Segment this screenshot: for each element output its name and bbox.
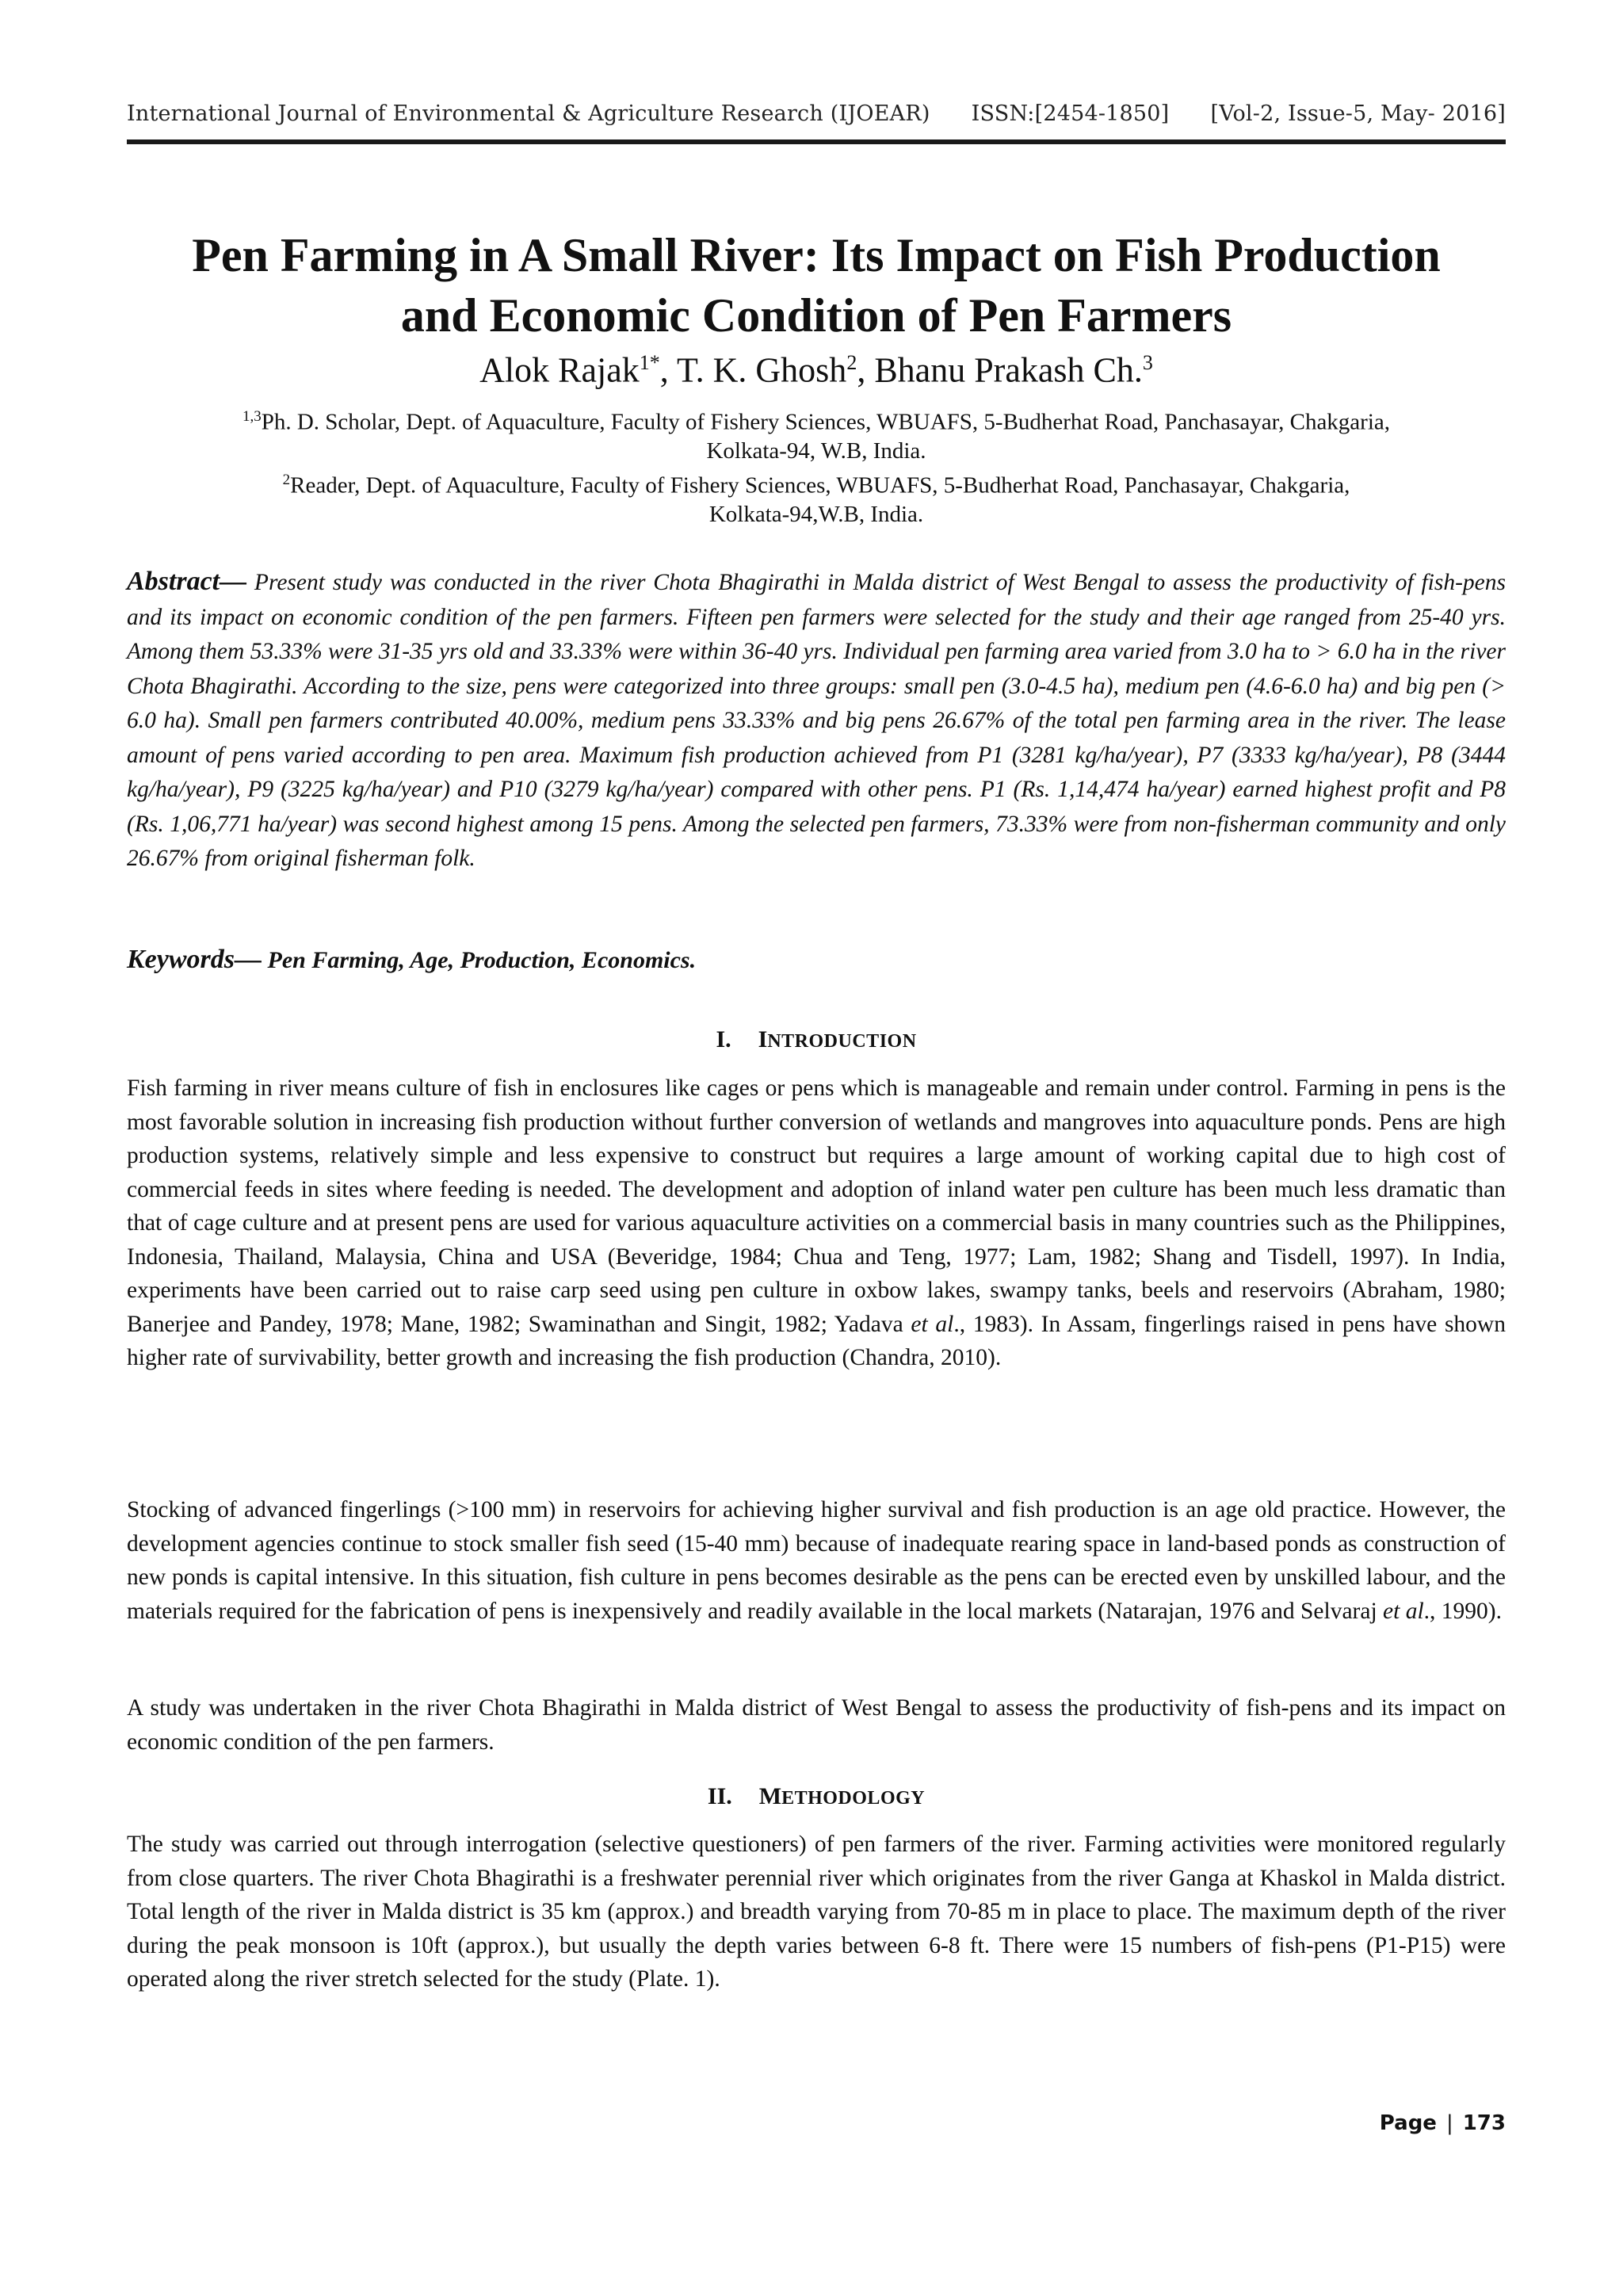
author-separator: ,: [659, 350, 678, 390]
affiliation-line: Kolkata-94,W.B, India.: [708, 501, 924, 527]
affiliation-line: Ph. D. Scholar, Dept. of Aquaculture, Faculty of Fishery Sciences, WBUAFS, 5-Budherhat Road, Panchasayar, Chakgaria,: [261, 409, 1391, 435]
page-number-value: 173: [1462, 2111, 1506, 2135]
section-title-rest: ETHODOLOGY: [781, 1788, 926, 1809]
affiliation-line: Reader, Dept. of Aquaculture, Faculty of Fishery Sciences, WBUAFS, 5-Budherhat Road, Panchasayar, Chakgaria,: [290, 472, 1350, 499]
introduction-body: [127, 1072, 1506, 1375]
methodology-body: [127, 1828, 1506, 1996]
section-number: I.: [716, 1026, 731, 1052]
keywords: [127, 945, 1506, 975]
page-separator: |: [1445, 2111, 1453, 2135]
abstract-label: Abstract—: [127, 567, 247, 596]
affiliation: [127, 466, 1506, 529]
section-title-rest: NTRODUCTION: [767, 1031, 917, 1052]
paragraph-text: Fish farming in river means culture of fish in enclosures like cages or pens which is manageable and remain under control. Farming in pens is the most favorable solution in increasing fish production without further conversion of wetlands and mangroves into aquaculture ponds. Pens are high production systems, relatively simple and less expensive to construct but requires a large amount of working capital due to high cost of commercial feeds in sites where feeding is needed. The development and adoption of inland water pen culture has been much less dramatic than that of cage culture and at present pens are used for various aquaculture activities on a commercial basis in many countries such as the Philippines, Indonesia, Thailand, Malaysia, China and USA (Beveridge, 1984; Chua and Teng, 1977; Lam, 1982; Shang and Tisdell, 1997). In India, experiments have been carried out to raise carp seed using pen culture in oxbow lakes, swampy tanks, beels and reservoirs (Abraham, 1980; Banerjee and Pandey, 1978; Mane, 1982; Swaminathan and Singit, 1982; Yadava: [127, 1075, 1506, 1337]
affiliation-sup: 2: [282, 471, 291, 488]
header-rule: [127, 139, 1506, 144]
paragraph-text: Stocking of advanced fingerlings (>100 mm) in reservoirs for achieving higher survival and fish production is an age old practice. However, the development agencies continue to stock smaller fish seed (15-40 mm) because of inadequate rearing space in land-based ponds as construction of new ponds is capital intensive. In this situation, fish culture in pens becomes desirable as the pens can be erected even by unskilled labour, and the materials required for the fabrication of pens is inexpensively and readily available in the local markets (Natarajan, 1976 and Selvaraj: [127, 1497, 1506, 1624]
section-heading-methodology: [127, 1782, 1506, 1813]
affiliations: [127, 403, 1506, 529]
author-sup: 3: [1142, 351, 1153, 374]
abstract: [127, 564, 1506, 877]
keywords-text: Pen Farming, Age, Production, Economics.: [262, 947, 697, 973]
page-number: [1347, 2111, 1506, 2135]
title-line-2: and Economic Condition of Pen Farmers: [400, 289, 1232, 342]
introduction-body-3: [127, 1691, 1506, 1759]
paragraph: [127, 1072, 1506, 1375]
journal-name: International Journal of Environmental & Agriculture Research (IJOEAR): [127, 101, 930, 126]
issn: ISSN:[2454-1850]: [971, 101, 1170, 126]
author-name: Bhanu Prakash Ch.: [874, 350, 1143, 390]
affiliation-line: Kolkata-94, W.B, India.: [706, 438, 926, 464]
paragraph-text: ., 1990).: [1423, 1598, 1502, 1624]
section-title-initial: I: [758, 1026, 768, 1052]
author-name: Alok Rajak: [479, 350, 640, 390]
paper-title: [127, 225, 1506, 346]
section-heading-introduction: [127, 1026, 1506, 1056]
author-list: [127, 341, 1506, 393]
page-label: Page: [1379, 2111, 1437, 2135]
abstract-text: Present study was conducted in the river Chota Bhagirathi in Malda district of West Bengal to assess the productivity of fish-pens and its impact on economic condition of the pen farmers. Fifteen pen farmers were selected for the study and their age ranged from 25-40 yrs. Among them 53.33% were 31-35 yrs old and 33.33% were within 36-40 yrs. Individual pen farming area varied from 3.0 ha to > 6.0 ha in the river Chota Bhagirathi. According to the size, pens were categorized into three groups: small pen (3.0-4.5 ha), medium pen (4.6-6.0 ha) and big pen (> 6.0 ha). Small pen farmers contributed 40.00%, medium pens 33.33% and big pens 26.67% of the total pen farming area in the river. The lease amount of pens varied according to pen area. Maximum fish production achieved from P1 (3281 kg/ha/year), P7 (3333 kg/ha/year), P8 (3444 kg/ha/year), P9 (3225 kg/ha/year) and P10 (3279 kg/ha/year) compared with other pens. P1 (Rs. 1,14,474 ha/year) earned highest profit and P8 (Rs. 1,06,771 ha/year) was second highest among 15 pens. Among the selected pen farmers, 73.33% were from non-fisherman community and only 26.67% from original fisherman folk.: [127, 570, 1506, 871]
paragraph-text: ., 1983). In Assam, fingerlings raised in pens have shown higher rate of survivability, better growth and increasing the fish production (Chandra, 2010).: [127, 1311, 1506, 1370]
paragraph: The study was carried out through interrogation (selective questioners) of pen farmers of the river. Farming activities were monitored regularly from close quarters. The river Chota Bhagirathi is a freshwater perennial river which originates from the river Ganga at Khaskol in Malda district. Total length of the river in Malda district is 35 km (approx.) and breadth varying from 70-85 m in place to place. The maximum depth of the river during the peak monsoon is 10ft (approx.), but usually the depth varies between 6-8 ft. There were 15 numbers of fish-pens (P1-P15) were operated along the river stretch selected for the study (Plate. 1).: [127, 1832, 1506, 1992]
keywords-label: Keywords—: [127, 945, 262, 974]
author-separator: ,: [857, 350, 875, 390]
title-line-1: Pen Farming in A Small River: Its Impact on Fish Production: [192, 229, 1441, 281]
author-sup: 2: [846, 351, 857, 374]
volume-issue: [Vol-2, Issue-5, May- 2016]: [1210, 101, 1506, 126]
introduction-body-2: [127, 1493, 1506, 1628]
paragraph-emphasis: et al: [1383, 1598, 1424, 1624]
affiliation-sup: 1,3: [242, 408, 262, 425]
author-sup: 1*: [639, 351, 660, 374]
section-title-initial: M: [758, 1783, 782, 1809]
section-number: II.: [707, 1783, 732, 1809]
paragraph-emphasis: et al: [911, 1311, 954, 1337]
running-header: [127, 101, 1506, 133]
affiliation: [127, 403, 1506, 466]
paragraph: [127, 1493, 1506, 1628]
author-name: T. K. Ghosh: [677, 350, 847, 390]
paragraph: A study was undertaken in the river Chota Bhagirathi in Malda district of West Bengal to assess the productivity of fish-pens and its impact on economic condition of the pen farmers.: [127, 1695, 1506, 1755]
